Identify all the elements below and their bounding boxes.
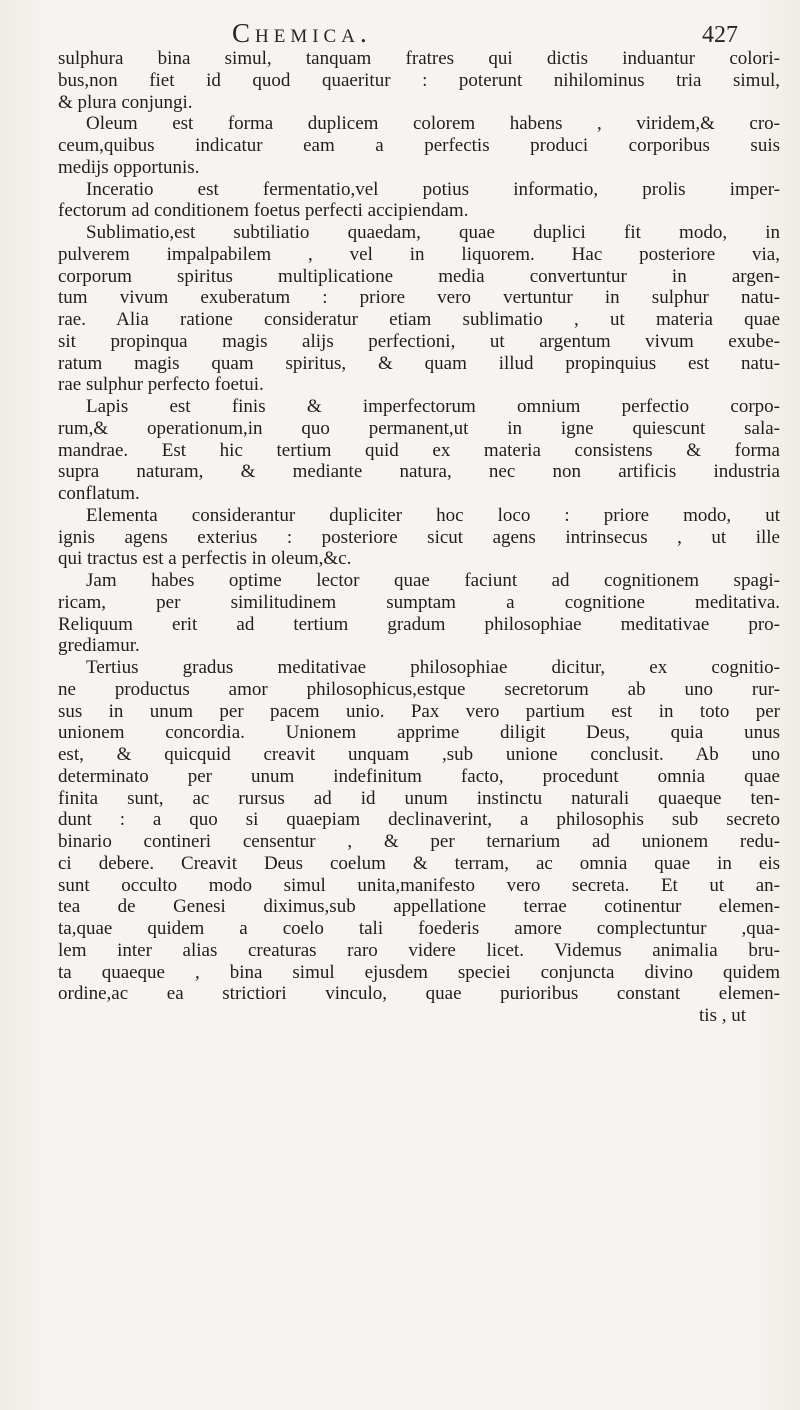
text-line: Lapis est finis & imperfectorum omnium perfectio corpo- (86, 396, 780, 417)
text-line: Jam habes optime lector quae faciunt ad cognitionem spagi- (86, 570, 780, 591)
text-line: rum,& operationum,in quo permanent,ut in igne quiescunt sala- (58, 417, 780, 439)
text-line: bus,non fiet id quod quaeritur : poterunt nihilominus tria simul, (58, 69, 780, 91)
text-line: unionem concordia. Unionem apprime diligit Deus, quia unus (58, 722, 780, 744)
text-line: grediamur. (58, 635, 140, 657)
page-header (0, 8, 800, 48)
text-line: sus in unum per pacem unio. Pax vero partium est in toto per (58, 700, 780, 722)
text-line: Elementa considerantur dupliciter hoc loco : priore modo, ut (86, 504, 780, 526)
text-line: Tertius gradus meditativae philosophiae dicitur, ex cognitio- (86, 657, 780, 678)
text-line: Oleum est forma duplicem colorem habens , viridem,& cro- (86, 113, 780, 135)
text-line: ta,quae quidem a coelo tali foederis amore complectuntur ,qua- (58, 918, 780, 939)
page-number: 427 (702, 22, 738, 48)
text-line: ordine,ac ea strictiori vinculo, quae purioribus constant elemen- (58, 983, 780, 1005)
text-line: supra naturam, & mediante natura, nec non artificis industria (58, 461, 780, 483)
text-line: conflatum. (58, 483, 140, 504)
text-line: medijs opportunis. (58, 156, 200, 178)
text-line: Reliquum erit ad tertium gradum philosophiae meditativae pro- (58, 613, 780, 635)
text-line: sulphura bina simul, tanquam fratres qui dictis induantur colori- (58, 48, 780, 69)
text-line: binario contineri censentur , & per ternarium ad unionem redu- (58, 831, 780, 852)
text-line: ci debere. Creavit Deus coelum & terram, ac omnia quae in eis (58, 852, 780, 874)
text-line: qui tractus est a perfectis in oleum,&c. (58, 548, 352, 570)
text-line: ratum magis quam spiritus, & quam illud propinquius est natu- (58, 352, 780, 374)
text-line: ricam, per similitudinem sumptam a cognitione meditativa. (58, 591, 780, 613)
text-line: sit propinqua magis alijs perfectioni, ut argentum vivum exube- (58, 330, 780, 352)
text-line: mandrae. Est hic tertium quid ex materia consistens & forma (58, 439, 780, 461)
text-line: est, & quicquid creavit unquam ,sub unione conclusit. Ab uno (58, 744, 780, 765)
text-line: tea de Genesi diximus,sub appellatione terrae cotinentur elemen- (58, 896, 780, 918)
text-line: tum vivum exuberatum : priore vero vertuntur in sulphur natu- (58, 287, 780, 309)
text-line: Sublimatio,est subtiliatio quaedam, quae duplici fit modo, in (86, 222, 780, 243)
text-line: fectorum ad conditionem foetus perfecti accipiendam. (58, 200, 469, 222)
text-line: determinato per unum indefinitum facto, procedunt omnia quae (58, 765, 780, 787)
text-line: ta quaeque , bina simul ejusdem speciei conjuncta divino quidem (58, 961, 780, 983)
body-text (58, 48, 780, 1027)
text-line: dunt : a quo si quaepiam declinaverint, a philosophis sub secreto (58, 809, 780, 831)
text-line: corporum spiritus multiplicatione media convertuntur in argen- (58, 265, 780, 287)
text-line: finita sunt, ac rursus ad id unum instinctu naturali quaeque ten- (58, 787, 780, 809)
text-line: lem inter alias creaturas raro videre licet. Videmus animalia bru- (58, 939, 780, 961)
text-line: rae sulphur perfecto foetui. (58, 374, 264, 396)
text-line: Inceratio est fermentatio,vel potius informatio, prolis imper- (86, 178, 780, 200)
running-head: Chemica. (232, 18, 372, 48)
text-line: ceum,quibus indicatur eam a perfectis produci corporibus suis (58, 135, 780, 156)
text-line: & plura conjungi. (58, 91, 193, 113)
text-line: ignis agens exterius : posteriore sicut agens intrinsecus , ut ille (58, 526, 780, 548)
text-line: sunt occulto modo simul unita,manifesto vero secreta. Et ut an- (58, 874, 780, 896)
catchword-line: tis , ut (699, 1005, 746, 1026)
text-line: rae. Alia ratione consideratur etiam sublimatio , ut materia quae (58, 309, 780, 330)
text-line: ne productus amor philosophicus,estque secretorum ab uno rur- (58, 678, 780, 700)
text-line: pulverem impalpabilem , vel in liquorem. Hac posteriore via, (58, 243, 780, 265)
